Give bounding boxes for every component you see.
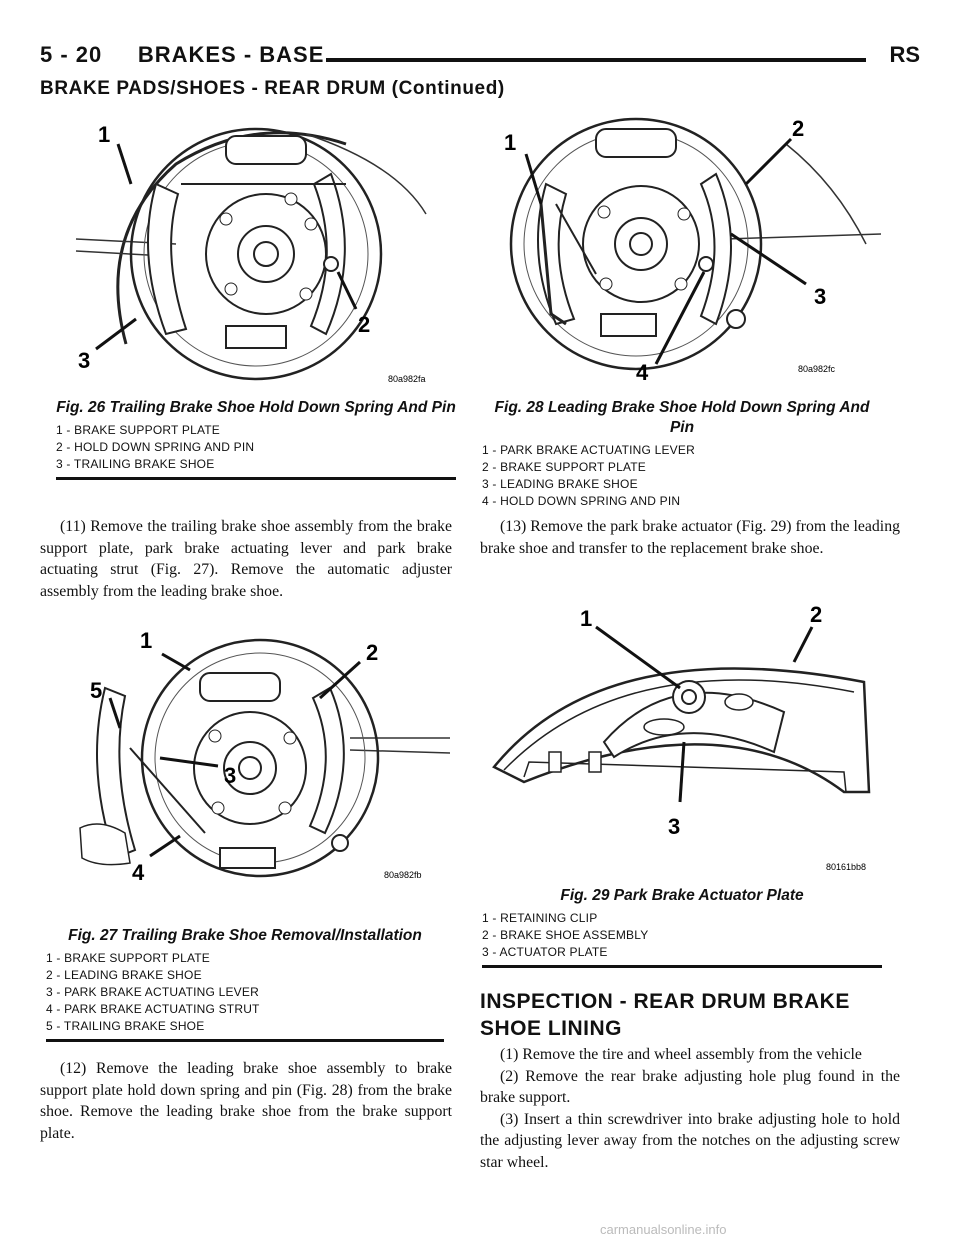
legend-item: 3 - ACTUATOR PLATE	[482, 945, 608, 959]
fig29-callout-1: 1	[580, 606, 593, 631]
legend-item: 2 - BRAKE SHOE ASSEMBLY	[482, 928, 649, 942]
legend-item: 4 - PARK BRAKE ACTUATING STRUT	[46, 1002, 260, 1016]
inspection-step-2: (2) Remove the rear brake adjusting hole plug found in the brake support.	[480, 1067, 900, 1106]
fig26-legend	[56, 422, 456, 473]
fig27-callout-5: 5	[90, 678, 103, 703]
step-11-text: (11) Remove the trailing brake shoe assembly from the brake support plate, park brake actuating lever and park brake actuating strut (Fig. 27). Remove the automatic adjuster assembly from the leading brake shoe.	[40, 518, 452, 600]
step-12-text: (12) Remove the leading brake shoe assembly to brake support plate hold down spring and pin (Fig. 28) from the brake shoe. Remove the leading brake shoe from the brake support plate.	[40, 1060, 452, 1142]
legend-item: 4 - HOLD DOWN SPRING AND PIN	[482, 494, 681, 508]
legend-item: 5 - TRAILING BRAKE SHOE	[46, 1019, 205, 1033]
fig27-title: Fig. 27 Trailing Brake Shoe Removal/Installation	[68, 927, 422, 944]
fig27-callout-3: 3	[224, 763, 237, 788]
section-title: BRAKE PADS/SHOES - REAR DRUM (Continued)	[40, 78, 505, 99]
fig28-legend	[482, 442, 882, 510]
fig28-code: 80a982fc	[798, 364, 836, 374]
page-header	[40, 36, 920, 76]
model-code: RS	[889, 42, 920, 67]
watermark: carmanualsonline.info	[600, 1222, 727, 1237]
fig26-rule	[56, 477, 456, 480]
fig29-caption	[482, 886, 882, 968]
step-13-paragraph	[480, 516, 900, 559]
legend-item: 3 - PARK BRAKE ACTUATING LEVER	[46, 985, 259, 999]
fig28-caption	[482, 398, 882, 510]
fig28-illustration	[486, 104, 886, 384]
legend-item: 3 - LEADING BRAKE SHOE	[482, 477, 638, 491]
step-11-paragraph	[40, 516, 452, 602]
fig29-title: Fig. 29 Park Brake Actuator Plate	[560, 887, 804, 904]
fig29-callout-3: 3	[668, 814, 681, 839]
fig29-illustration	[484, 592, 884, 874]
fig27-callout-1: 1	[140, 628, 153, 653]
fig29-callout-2: 2	[810, 602, 823, 627]
fig29-legend	[482, 910, 882, 961]
inspection-step-1: (1) Remove the tire and wheel assembly from the vehicle	[500, 1046, 862, 1063]
fig27-callout-4: 4	[132, 860, 145, 885]
legend-item: 1 - PARK BRAKE ACTUATING LEVER	[482, 443, 695, 457]
inspection-step-3: (3) Insert a thin screwdriver into brake adjusting hole to hold the adjusting lever away from the notches on the adjusting screw star wheel.	[480, 1110, 900, 1171]
header-rule	[326, 58, 866, 62]
fig26-callout-3: 3	[78, 348, 91, 373]
fig26-callout-2: 2	[358, 312, 371, 337]
fig27-illustration	[70, 618, 450, 886]
fig28-callout-4: 4	[636, 360, 649, 384]
fig26-code: 80a982fa	[388, 374, 426, 384]
legend-item: 1 - BRAKE SUPPORT PLATE	[46, 951, 210, 965]
fig27-code: 80a982fb	[384, 870, 422, 880]
fig26-callout-1: 1	[98, 122, 111, 147]
inspection-heading: INSPECTION - REAR DRUM BRAKE SHOE LINING	[480, 990, 850, 1040]
fig26-caption	[56, 398, 456, 480]
inspection-steps	[480, 1044, 900, 1173]
fig26-illustration	[56, 104, 456, 390]
page-number-section: 5 - 20 BRAKES - BASE	[40, 42, 325, 67]
fig28-callout-1: 1	[504, 130, 517, 155]
legend-item: 2 - LEADING BRAKE SHOE	[46, 968, 202, 982]
legend-item: 1 - BRAKE SUPPORT PLATE	[56, 423, 220, 437]
fig26-title: Fig. 26 Trailing Brake Shoe Hold Down Spring And Pin	[56, 399, 456, 416]
step-13-text: (13) Remove the park brake actuator (Fig. 29) from the leading brake shoe and transfer to the replacement brake shoe.	[480, 518, 900, 557]
legend-item: 1 - RETAINING CLIP	[482, 911, 598, 925]
fig27-callout-2: 2	[366, 640, 379, 665]
legend-item: 2 - HOLD DOWN SPRING AND PIN	[56, 440, 255, 454]
fig27-caption	[46, 926, 444, 1042]
fig29-code: 80161bb8	[826, 862, 867, 872]
fig28-title: Fig. 28 Leading Brake Shoe Hold Down Spring And Pin	[494, 399, 870, 436]
fig27-legend	[46, 950, 444, 1035]
legend-item: 3 - TRAILING BRAKE SHOE	[56, 457, 215, 471]
fig28-callout-3: 3	[814, 284, 827, 309]
fig29-rule	[482, 965, 882, 968]
legend-item: 2 - BRAKE SUPPORT PLATE	[482, 460, 646, 474]
step-12-paragraph	[40, 1058, 452, 1144]
fig27-rule	[46, 1039, 444, 1042]
fig28-callout-2: 2	[792, 116, 805, 141]
